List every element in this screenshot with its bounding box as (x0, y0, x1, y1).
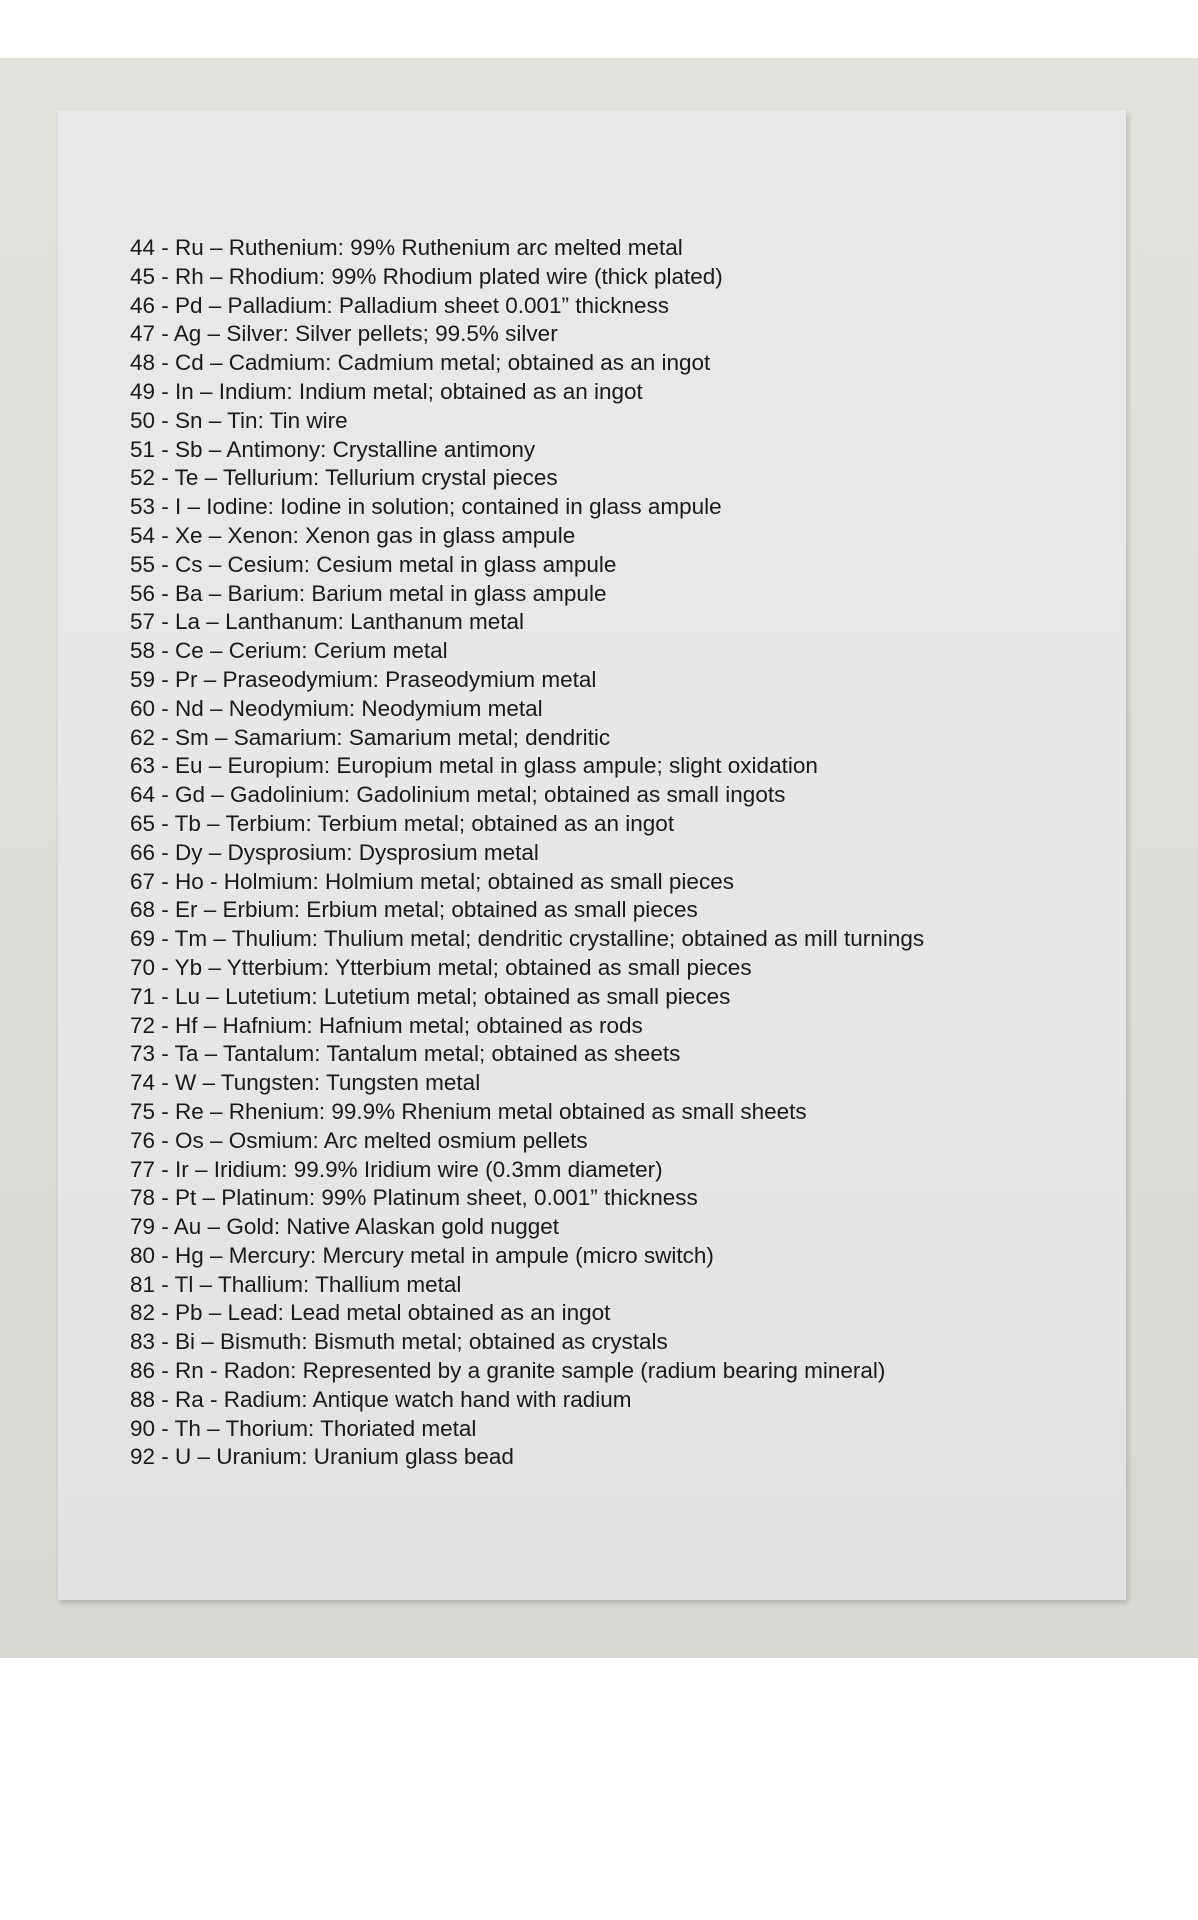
list-item: 88 - Ra - Radium: Antique watch hand with radium (130, 1386, 632, 1412)
list-item: 78 - Pt – Platinum: 99% Platinum sheet, 0.001” thickness (130, 1185, 698, 1211)
paper-sheet (58, 110, 1126, 1600)
list-item: 44 - Ru – Ruthenium: 99% Ruthenium arc melted metal (130, 235, 683, 260)
list-item: 82 - Pb – Lead: Lead metal obtained as an ingot (130, 1300, 611, 1326)
list-item: 48 - Cd – Cadmium: Cadmium metal; obtained as an ingot (130, 350, 711, 376)
list-item: 45 - Rh – Rhodium: 99% Rhodium plated wire (thick plated) (130, 263, 723, 289)
list-item: 75 - Re – Rhenium: 99.9% Rhenium metal obtained as small sheets (130, 1098, 807, 1124)
list-item: 49 - In – Indium: Indium metal; obtained as an ingot (130, 378, 643, 404)
list-item: 46 - Pd – Palladium: Palladium sheet 0.001” thickness (130, 292, 670, 318)
list-item: 52 - Te – Tellurium: Tellurium crystal pieces (130, 465, 558, 491)
list-item: 57 - La – Lanthanum: Lanthanum metal (130, 609, 525, 635)
list-item: 68 - Er – Erbium: Erbium metal; obtained as small pieces (130, 897, 698, 923)
list-item: 81 - Tl – Thallium: Thallium metal (130, 1271, 462, 1297)
list-item: 92 - U – Uranium: Uranium glass bead (130, 1444, 514, 1470)
list-item: 59 - Pr – Praseodymium: Praseodymium metal (130, 666, 597, 692)
list-item: 77 - Ir – Iridium: 99.9% Iridium wire (0.3mm diameter) (130, 1156, 663, 1182)
list-item: 54 - Xe – Xenon: Xenon gas in glass ampule (130, 522, 576, 548)
list-item: 51 - Sb – Antimony: Crystalline antimony (130, 436, 536, 462)
list-item: 66 - Dy – Dysprosium: Dysprosium metal (130, 839, 539, 865)
list-item: 76 - Os – Osmium: Arc melted osmium pellets (130, 1127, 588, 1153)
list-item: 69 - Tm – Thulium: Thulium metal; dendritic crystalline; obtained as mill turnings (130, 926, 925, 952)
list-item: 50 - Sn – Tin: Tin wire (130, 407, 348, 433)
list-item: 53 - I – Iodine: Iodine in solution; contained in glass ampule (130, 494, 722, 520)
list-item: 79 - Au – Gold: Native Alaskan gold nugget (130, 1214, 560, 1240)
list-item: 67 - Ho - Holmium: Holmium metal; obtained as small pieces (130, 868, 734, 894)
list-item: 65 - Tb – Terbium: Terbium metal; obtained as an ingot (130, 810, 675, 836)
element-list (130, 234, 924, 1472)
list-item: 64 - Gd – Gadolinium: Gadolinium metal; obtained as small ingots (130, 782, 786, 808)
list-item: 83 - Bi – Bismuth: Bismuth metal; obtained as crystals (130, 1329, 668, 1355)
list-item: 80 - Hg – Mercury: Mercury metal in ampule (micro switch) (130, 1242, 714, 1268)
list-item: 58 - Ce – Cerium: Cerium metal (130, 638, 448, 664)
list-item: 47 - Ag – Silver: Silver pellets; 99.5% silver (130, 321, 558, 347)
list-item: 55 - Cs – Cesium: Cesium metal in glass ampule (130, 551, 617, 577)
list-item: 74 - W – Tungsten: Tungsten metal (130, 1070, 481, 1096)
list-item: 86 - Rn - Radon: Represented by a granite sample (radium bearing mineral) (130, 1358, 886, 1384)
photo-background (0, 58, 1198, 1658)
list-item: 63 - Eu – Europium: Europium metal in glass ampule; slight oxidation (130, 753, 818, 779)
list-item: 73 - Ta – Tantalum: Tantalum metal; obtained as sheets (130, 1041, 681, 1067)
list-item: 90 - Th – Thorium: Thoriated metal (130, 1415, 477, 1441)
list-item: 70 - Yb – Ytterbium: Ytterbium metal; obtained as small pieces (130, 954, 752, 980)
list-item: 56 - Ba – Barium: Barium metal in glass ampule (130, 580, 607, 606)
list-item: 62 - Sm – Samarium: Samarium metal; dendritic (130, 724, 611, 750)
list-item: 71 - Lu – Lutetium: Lutetium metal; obtained as small pieces (130, 983, 731, 1009)
list-item: 60 - Nd – Neodymium: Neodymium metal (130, 695, 543, 721)
list-item: 72 - Hf – Hafnium: Hafnium metal; obtained as rods (130, 1012, 643, 1038)
